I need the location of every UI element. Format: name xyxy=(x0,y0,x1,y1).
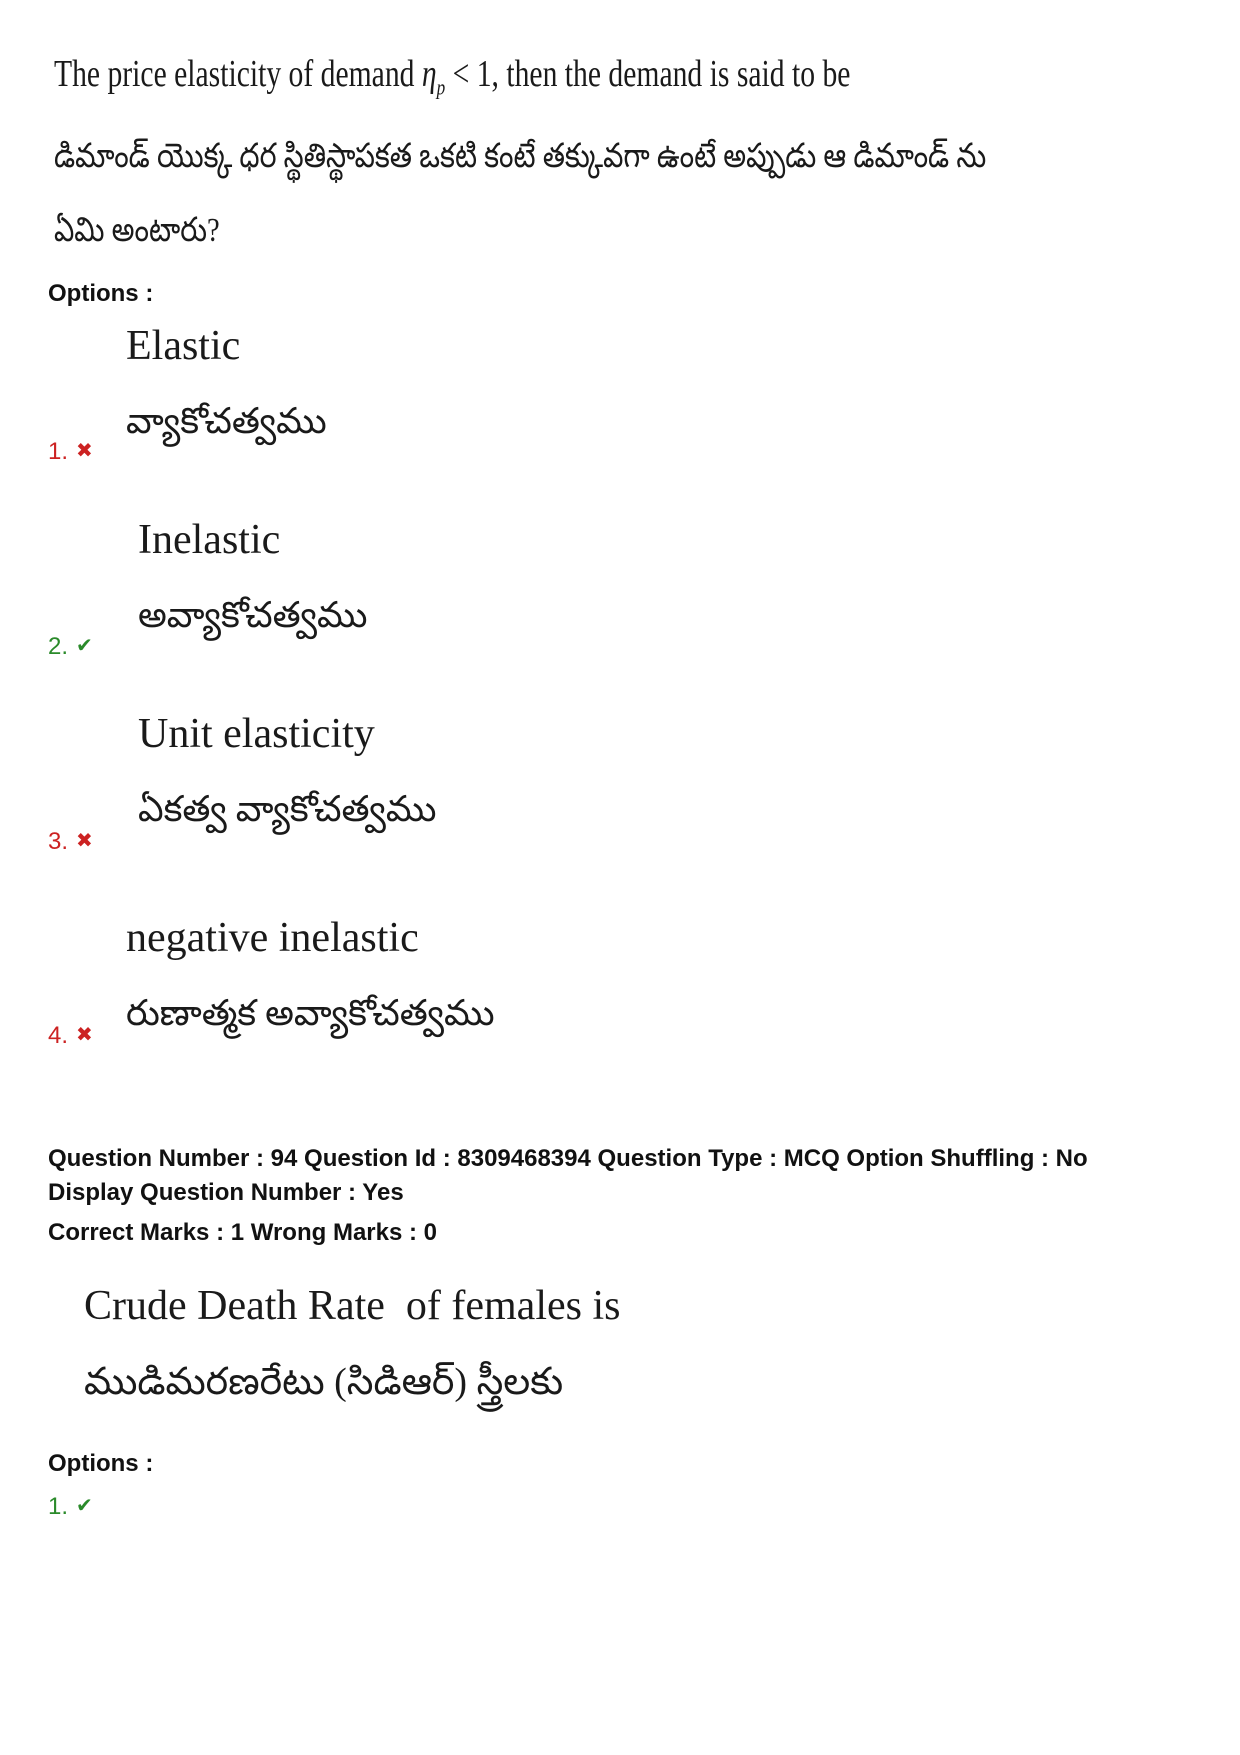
option-4-english: negative inelastic xyxy=(126,915,419,961)
question-2-metadata xyxy=(48,1142,1088,1250)
option-2-number: 2. xyxy=(48,633,69,660)
question-2-meta-line-2: Display Question Number : Yes xyxy=(48,1179,404,1206)
question-2-stem-telugu: ముడిమరణరేటు (సిడిఆర్) స్త్రీలకు xyxy=(84,1361,564,1403)
question-1-options-label: Options : xyxy=(48,280,154,307)
option-2-english: Inelastic xyxy=(138,517,281,563)
option-2-telugu: అవ్యాకోచత్వము xyxy=(138,595,368,635)
question-2-option-1-marker xyxy=(48,1493,93,1521)
eta-subscript: p xyxy=(436,74,446,100)
option-1-number: 1. xyxy=(48,438,69,465)
stem-suffix: < 1, then the demand is said to be xyxy=(452,53,851,95)
question-2-meta-line-1: Question Number : 94 Question Id : 8309468394 Question Type : MCQ Option Shuffling : No xyxy=(48,1145,1088,1172)
option-3-english: Unit elasticity xyxy=(138,711,375,757)
option-3-telugu: ఏకత్వ వ్యాకోచత్వము xyxy=(138,789,437,829)
question-1-stem-telugu-line-2: ఏమి అంటారు? xyxy=(54,212,220,249)
option-4-number: 4. xyxy=(48,1022,69,1049)
option-4-telugu: రుణాత్మక అవ్యాకోచత్వము xyxy=(126,993,495,1033)
check-icon: ✔ xyxy=(76,1495,93,1517)
cross-icon: ✖ xyxy=(76,440,93,462)
eta-symbol: η xyxy=(421,53,437,95)
option-1-english: Elastic xyxy=(126,323,241,369)
cross-icon: ✖ xyxy=(76,830,93,852)
option-3-number: 3. xyxy=(48,828,69,855)
question-2-option-1-number: 1. xyxy=(48,1493,69,1520)
option-1-marker xyxy=(48,438,93,466)
option-1-telugu: వ్యాకోచత్వము xyxy=(126,401,327,441)
option-2-marker xyxy=(48,633,93,661)
option-3-marker xyxy=(48,828,93,856)
option-4-marker xyxy=(48,1022,93,1050)
question-2-marks: Correct Marks : 1 Wrong Marks : 0 xyxy=(48,1219,438,1246)
question-2-stem-english: Crude Death Rate of females is xyxy=(84,1283,621,1329)
question-2-options-label: Options : xyxy=(48,1450,154,1477)
stem-prefix: The price elasticity of demand xyxy=(54,53,415,95)
question-1-stem-telugu-line-1: డిమాండ్ యొక్క ధర స్థితిస్థాపకత ఒకటి కంటే తక్కువగా ఉంటే అప్పుడు ఆ డిమాండ్ ను xyxy=(54,138,987,175)
check-icon: ✔ xyxy=(76,635,93,657)
question-1-stem-english xyxy=(54,52,850,101)
cross-icon: ✖ xyxy=(76,1024,93,1046)
